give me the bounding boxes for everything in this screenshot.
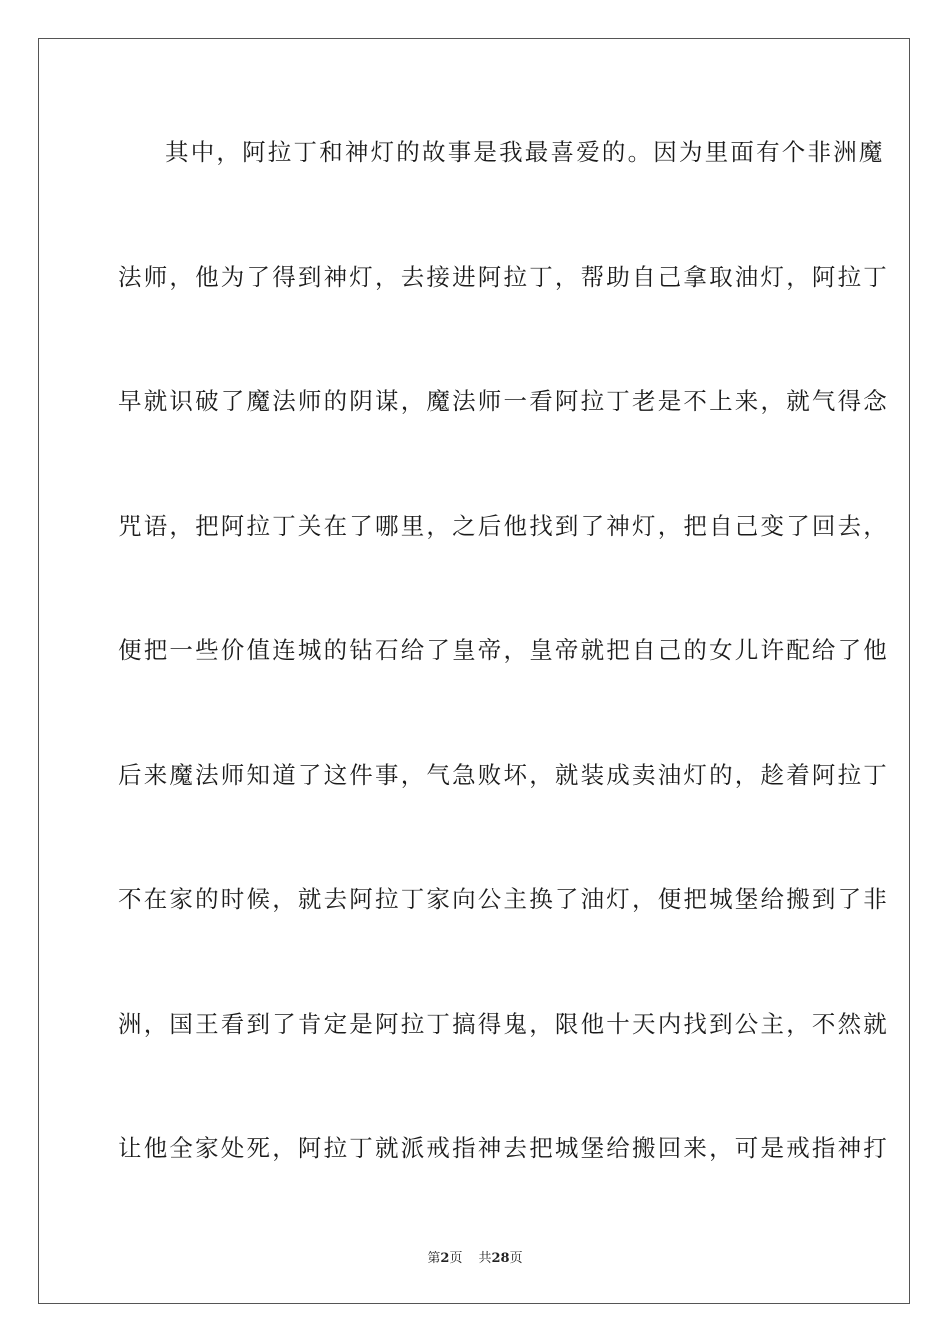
page-suffix: 页	[449, 1251, 463, 1266]
text-line-5: 便把一些价值连城的钻石给了皇帝，皇帝就把自己的女儿许配给了他	[118, 636, 889, 664]
text-line-8: 洲，国王看到了肯定是阿拉丁搞得鬼，限他十天内找到公主，不然就	[118, 1009, 889, 1038]
text-line-6: 后来魔法师知道了这件事，气急败坏，就装成卖油灯的，趁着阿拉丁	[118, 760, 889, 789]
page-footer	[0, 1247, 950, 1266]
text-line-9: 让他全家处死，阿拉丁就派戒指神去把城堡给搬回来，可是戒指神打	[118, 1134, 889, 1162]
page-prefix: 第	[427, 1251, 441, 1266]
text-line-7: 不在家的时候，就去阿拉丁家向公主换了油灯，便把城堡给搬到了非	[118, 885, 889, 913]
total-suffix: 页	[509, 1251, 523, 1266]
total-prefix: 共	[478, 1251, 492, 1266]
body-text	[118, 122, 889, 1243]
text-line-1: 其中，阿拉丁和神灯的故事是我最喜爱的。因为里面有个非洲魔	[165, 138, 885, 166]
total-pages: 28	[491, 1251, 510, 1266]
text-line-3: 早就识破了魔法师的阴谋，魔法师一看阿拉丁老是不上来，就气得念	[118, 387, 889, 415]
page-number: 2	[440, 1251, 450, 1266]
text-line-4: 咒语，把阿拉丁关在了哪里，之后他找到了神灯，把自己变了回去，	[118, 511, 889, 540]
text-line-2: 法师，他为了得到神灯，去接进阿拉丁，帮助自己拿取油灯，阿拉丁	[118, 262, 889, 291]
